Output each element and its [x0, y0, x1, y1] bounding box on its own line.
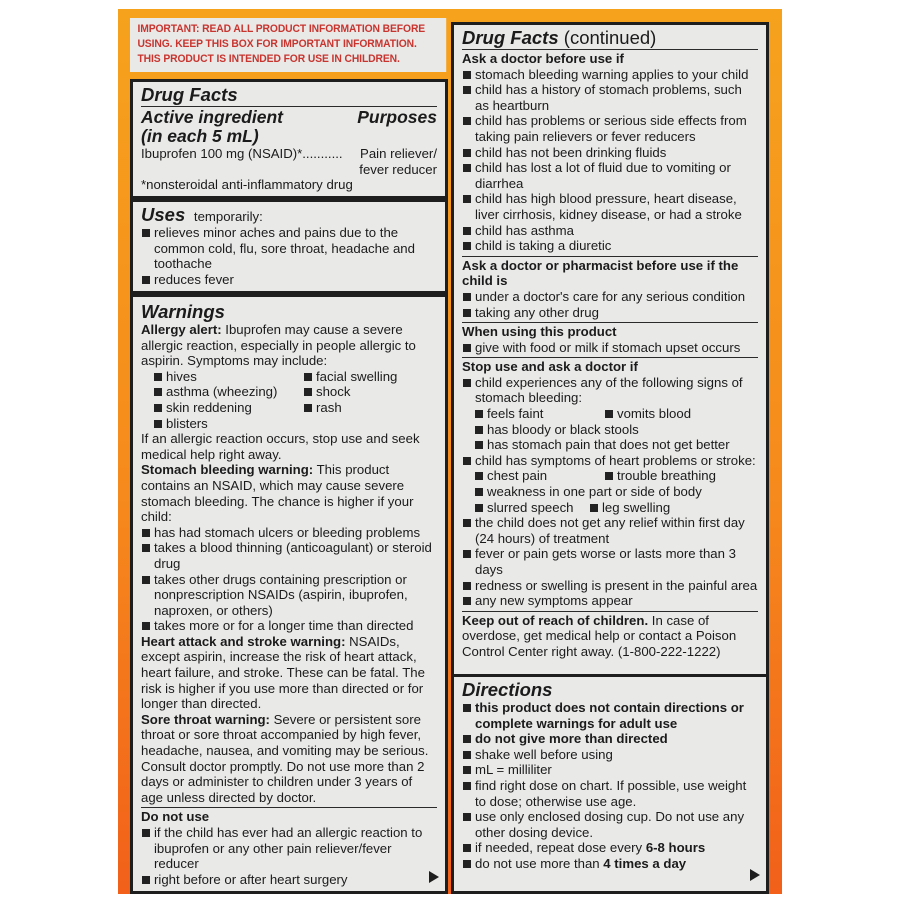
- heart-signs-row: [462, 500, 758, 516]
- stop-use-item: fever or pain gets worse or lasts more than 3 days: [462, 546, 758, 577]
- ingredient-purpose: Pain reliever/: [360, 146, 437, 161]
- ask-doctor-item: child has asthma: [462, 223, 758, 239]
- important-notice: [130, 18, 446, 72]
- stomach-sign: has stomach pain that does not get better: [462, 437, 758, 453]
- directions-item: find right dose on chart. If possible, use weight to dose; otherwise use age.: [462, 778, 758, 809]
- directions-item: if needed, repeat dose every 6-8 hours: [462, 840, 758, 856]
- stop-use-item: child has symptoms of heart problems or stroke:: [462, 453, 758, 469]
- purposes-heading: Purposes: [357, 107, 437, 127]
- when-using-title: When using this product: [462, 324, 617, 340]
- ask-pharmacist-item: taking any other drug: [462, 305, 758, 321]
- stomach-risk: takes other drugs containing prescription or nonprescription NSAIDs (aspirin, ibuprofen, naproxen, or others): [141, 572, 437, 619]
- stop-use-item: redness or swelling is present in the painful area: [462, 578, 758, 594]
- drug-facts-title: Drug Facts: [141, 84, 238, 105]
- symptom: asthma (wheezing): [141, 384, 291, 400]
- when-using-item: give with food or milk if stomach upset occurs: [462, 340, 758, 356]
- warnings-title: Warnings: [141, 301, 225, 322]
- ask-doctor-item: child has problems or serious side effects from taking pain relievers or fever reducers: [462, 113, 758, 144]
- sore-throat-warning: Sore throat warning: Severe or persistent sore throat or sore throat accompanied by high fever, headache, nausea, and vomiting may be serious. Consult doctor promptly. Do not use more than 2 days or administer to children under 3 years of age unless directed by doctor.: [141, 711, 429, 805]
- allergy-alert: Allergy alert: Ibuprofen may cause a severe allergic reaction, especially in people allergic to aspirin. Symptoms may include:: [141, 322, 416, 369]
- continue-arrow-icon: [429, 871, 439, 883]
- divider: [462, 357, 758, 358]
- stop-use-rest-list: [462, 515, 758, 609]
- stop-use-list: [462, 375, 758, 406]
- stomach-risk: takes a blood thinning (anticoagulant) or steroid drug: [141, 540, 437, 571]
- symptom: facial swelling: [291, 369, 451, 385]
- directions-item: do not use more than 4 times a day: [462, 856, 758, 872]
- symptom: hives: [141, 369, 291, 385]
- heart-sign: chest pain: [462, 468, 592, 484]
- divider: [462, 611, 758, 612]
- stomach-sign: feels faint: [462, 406, 592, 422]
- continue-arrow-icon: [750, 869, 760, 881]
- warnings-panel: [130, 294, 448, 894]
- ask-doctor-item: child has a history of stomach problems, such as heartburn: [462, 82, 758, 113]
- ask-pharmacist-item: under a doctor's care for any serious condition: [462, 289, 758, 305]
- stomach-sign: vomits blood: [592, 406, 752, 422]
- directions-list: [462, 700, 758, 872]
- heart-sign: weakness in one part or side of body: [462, 484, 758, 500]
- ask-doctor-item: stomach bleeding warning applies to your child: [462, 67, 758, 83]
- symptom: rash: [291, 400, 451, 416]
- active-ingredient-heading: Active ingredient: [141, 107, 283, 127]
- do-not-use-title: Do not use: [141, 809, 210, 825]
- directions-item: mL = milliliter: [462, 762, 758, 778]
- heart-sign: slurred speech: [462, 500, 577, 516]
- heart-sign: leg swelling: [577, 500, 737, 516]
- uses-item: reduces fever: [141, 272, 437, 288]
- ask-pharmacist-title: Ask a doctor or pharmacist before use if the child is: [462, 257, 739, 289]
- do-not-use-item: if the child has ever had an allergic reaction to ibuprofen or any other pain reliever/fever reducer: [141, 825, 437, 872]
- directions-item: shake well before using: [462, 747, 758, 763]
- ask-doctor-item: child is taking a diuretic: [462, 238, 758, 254]
- uses-title: Uses: [141, 204, 186, 225]
- do-not-use-list: [141, 825, 437, 887]
- stomach-risk: takes more or for a longer time than directed: [141, 618, 437, 634]
- directions-item: use only enclosed dosing cup. Do not use any other dosing device.: [462, 809, 758, 840]
- allergy-symptoms-list: [141, 369, 437, 431]
- important-line: THIS PRODUCT IS INTENDED FOR USE IN CHILDREN.: [137, 53, 400, 65]
- stop-use-item: child experiences any of the following signs of stomach bleeding:: [462, 375, 758, 406]
- ask-doctor-item: child has lost a lot of fluid due to vomiting or diarrhea: [462, 160, 758, 191]
- directions-item: do not give more than directed: [462, 731, 758, 747]
- ask-doctor-item: child has high blood pressure, heart disease, liver cirrhosis, kidney disease, or had a stroke: [462, 191, 758, 222]
- keep-out-of-reach: Keep out of reach of children. In case of overdose, get medical help or contact a Poison Control Center right away. (1-800-222-1222): [462, 612, 737, 659]
- continued-title: Drug Facts (continued): [462, 27, 657, 48]
- ask-doctor-title: Ask a doctor before use if: [462, 51, 624, 66]
- uses-subtitle: temporarily:: [193, 209, 263, 224]
- heart-warning: Heart attack and stroke warning: NSAIDs, except aspirin, increase the risk of heart attack, heart failure, and stroke. These can be fatal. The risk is higher if you use more than directed or for longer than directed.: [141, 633, 425, 712]
- ask-pharmacist-list: [462, 289, 758, 320]
- do-not-use-item: right before or after heart surgery: [141, 872, 437, 888]
- uses-panel: [130, 199, 448, 294]
- stomach-signs-list: [462, 422, 758, 453]
- stomach-warning: Stomach bleeding warning: This product contains an NSAID, which may cause severe stomach bleeding. The chance is higher if your child:: [141, 462, 414, 525]
- symptom: blisters: [141, 416, 291, 432]
- ingredient-name: Ibuprofen 100 mg (NSAID)*...........: [141, 146, 343, 161]
- allergy-action: If an allergic reaction occurs, stop use and seek medical help right away.: [141, 431, 420, 462]
- when-using-list: [462, 340, 758, 356]
- ask-doctor-list: [462, 67, 758, 254]
- heart-sign: trouble breathing: [592, 468, 752, 484]
- active-ingredient-subheading: (in each 5 mL): [141, 126, 259, 146]
- divider: [462, 322, 758, 323]
- stomach-risk-list: [141, 525, 437, 634]
- stomach-signs-row: [462, 406, 758, 422]
- symptom: shock: [291, 384, 451, 400]
- directions-item: this product does not contain directions or complete warnings for adult use: [462, 700, 758, 731]
- stop-use-title: Stop use and ask a doctor if: [462, 359, 638, 375]
- ask-doctor-item: child has not been drinking fluids: [462, 145, 758, 161]
- left-column: [130, 18, 448, 887]
- uses-item: relieves minor aches and pains due to the common cold, flu, sore throat, headache and toothache: [141, 225, 437, 272]
- divider: [462, 49, 758, 50]
- heart-signs-row: [462, 468, 758, 484]
- stop-use-item: any new symptoms appear: [462, 593, 758, 609]
- stop-use-item: the child does not get any relief within first day (24 hours) of treatment: [462, 515, 758, 546]
- symptom: skin reddening: [141, 400, 291, 416]
- drug-facts-continued-panel: [451, 22, 769, 677]
- directions-panel: [451, 674, 769, 894]
- drug-facts-panel: [130, 79, 448, 199]
- divider: [462, 256, 758, 257]
- ingredient-purpose-2: fever reducer: [359, 161, 437, 177]
- stomach-risk: has had stomach ulcers or bleeding problems: [141, 525, 437, 541]
- divider: [141, 807, 437, 808]
- stomach-sign: has bloody or black stools: [462, 422, 758, 438]
- important-line: USING. KEEP THIS BOX FOR IMPORTANT INFORMATION.: [137, 38, 417, 50]
- important-line: IMPORTANT: READ ALL PRODUCT INFORMATION BEFORE: [137, 23, 426, 35]
- ingredient-footnote: *nonsteroidal anti-inflammatory drug: [141, 177, 353, 193]
- directions-title: Directions: [462, 679, 553, 700]
